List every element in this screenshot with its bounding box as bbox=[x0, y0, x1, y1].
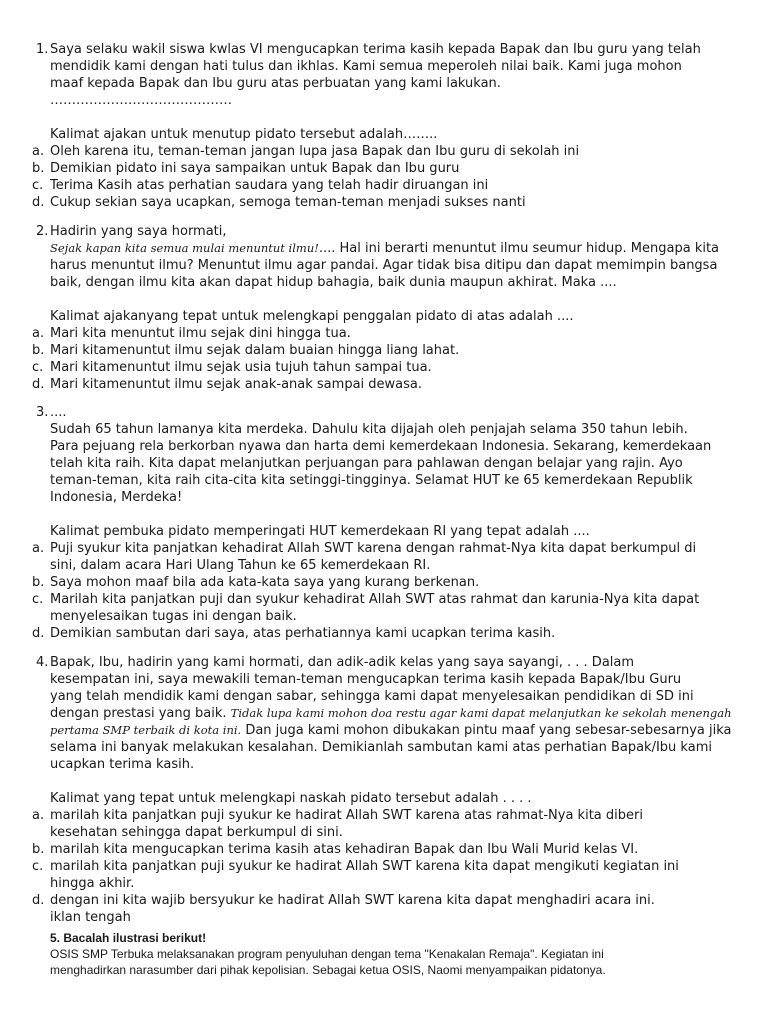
passage-line: OSIS SMP Terbuka melaksanakan program penyuluhan dengan tema "Kenakalan Remaja". Kegiatan ini bbox=[50, 947, 604, 961]
passage-line: Dan juga kami mohon dibukakan pintu maaf yang sebesar-sebesarnya jika bbox=[241, 723, 732, 738]
option-letter: d. bbox=[32, 626, 45, 641]
passage-line: Sudah 65 tahun lamanya kita merdeka. Dahulu kita dijajah oleh penjajah selama 350 tahun lebih. bbox=[50, 422, 688, 437]
passage-line: Hadirin yang saya hormati, bbox=[50, 224, 227, 239]
question-4 bbox=[32, 654, 742, 926]
option-text: marilah kita mengucapkan terima kasih atas kehadiran Bapak dan Ibu Wali Murid kelas VI. bbox=[50, 842, 639, 857]
option-letter: d. bbox=[32, 377, 45, 392]
option-letter: b. bbox=[32, 161, 45, 176]
question-5 bbox=[50, 930, 750, 978]
question-prompt: Kalimat ajakan untuk menutup pidato tersebut adalah…….. bbox=[50, 127, 438, 142]
option-d bbox=[32, 625, 742, 642]
option-a bbox=[32, 807, 742, 824]
passage-line: ucapkan terima kasih. bbox=[50, 757, 195, 772]
passage-line: telah kita raih. Kita dapat melanjutkan perjuangan para pahlawan dengan belajar yang rajin. Ayo bbox=[50, 456, 683, 471]
option-text: Mari kitamenuntut ilmu sejak usia tujuh tahun sampai tua. bbox=[50, 360, 432, 375]
passage-line: mendidik kami dengan hati tulus dan ikhlas. Kami semua meperoleh nilai baik. Kami juga mohon bbox=[50, 59, 682, 74]
passage-line: maaf kepada Bapak dan Ibu guru atas perbuatan yang kami lakukan. bbox=[50, 76, 501, 91]
question-number: 3. bbox=[36, 405, 49, 420]
option-d bbox=[32, 376, 742, 393]
passage-line: yang telah mendidik kami dengan sabar, sehingga kami dapat menyelesaikan pendidikan di SD ini bbox=[50, 689, 694, 704]
option-letter: d. bbox=[32, 893, 45, 908]
passage-line: Bapak, Ibu, hadirin yang kami hormati, dan adik-adik kelas yang saya sayangi, . . . Dalam bbox=[50, 655, 635, 670]
option-b bbox=[32, 342, 742, 359]
option-letter: c. bbox=[32, 859, 44, 874]
question-number: 2. bbox=[36, 224, 49, 239]
passage-blank: …………………………………… bbox=[50, 93, 232, 108]
option-text: Mari kitamenuntut ilmu sejak dalam buaian hingga liang lahat. bbox=[50, 343, 460, 358]
option-letter: a. bbox=[32, 326, 45, 341]
option-text: Puji syukur kita panjatkan kehadirat Allah SWT karena dengan rahmat-Nya kita dapat berkumpul di bbox=[50, 541, 697, 556]
option-letter: d. bbox=[32, 195, 45, 210]
passage-line: .... bbox=[50, 405, 67, 420]
passage-line: kesempatan ini, saya mewakili teman-teman mengucapkan terima kasih kepada Bapak/Ibu Guru bbox=[50, 672, 682, 687]
question-prompt: Kalimat yang tepat untuk melengkapi naskah pidato tersebut adalah . . . . bbox=[50, 791, 532, 806]
ad-label: iklan tengah bbox=[50, 910, 131, 925]
question-number: 4. bbox=[36, 655, 49, 670]
option-text: hingga akhir. bbox=[50, 876, 135, 891]
option-letter: c. bbox=[32, 360, 44, 375]
option-c bbox=[32, 591, 742, 608]
passage-line: selama ini banyak melakukan kesalahan. Demikianlah sambutan kami atas perhatian Bapak/Ibu kami bbox=[50, 740, 712, 755]
question-title: 5. Bacalah ilustrasi berikut! bbox=[50, 931, 207, 945]
option-a bbox=[32, 143, 742, 160]
question-3 bbox=[32, 404, 742, 642]
option-text: Mari kita menuntut ilmu sejak dini hingga tua. bbox=[50, 326, 351, 341]
option-a bbox=[32, 540, 742, 557]
option-letter: a. bbox=[32, 808, 45, 823]
option-text: menyelesaikan tugas ini dengan baik. bbox=[50, 609, 297, 624]
option-letter: c. bbox=[32, 178, 44, 193]
passage-italic: pertama SMP terbaik di kota ini. bbox=[50, 723, 242, 737]
question-1 bbox=[32, 41, 742, 211]
option-c bbox=[32, 359, 742, 376]
passage-line: dengan prestasi yang baik. bbox=[50, 706, 231, 721]
question-prompt: Kalimat ajakanyang tepat untuk melengkapi penggalan pidato di atas adalah .... bbox=[50, 309, 574, 324]
option-text: sini, dalam acara Hari Ulang Tahun ke 65 kemerdekaan RI. bbox=[50, 558, 431, 573]
passage-line: teman-teman, kita raih cita-cita kita setinggi-tingginya. Selamat HUT ke 65 kemerdekaan Republik bbox=[50, 473, 693, 488]
option-c bbox=[32, 858, 742, 875]
option-b bbox=[32, 574, 742, 591]
option-letter: a. bbox=[32, 541, 45, 556]
passage-line: .... Hal ini berarti menuntut ilmu seumur hidup. Mengapa kita bbox=[318, 241, 720, 256]
question-prompt: Kalimat pembuka pidato memperingati HUT kemerdekaan RI yang tepat adalah .... bbox=[50, 524, 590, 539]
option-text: kesehatan sehingga dapat berkumpul di sini. bbox=[50, 825, 343, 840]
option-text: Oleh karena itu, teman-teman jangan lupa jasa Bapak dan Ibu guru di sekolah ini bbox=[50, 144, 580, 159]
question-2 bbox=[32, 223, 742, 393]
option-text: dengan ini kita wajib bersyukur ke hadirat Allah SWT karena kita dapat menghadiri acara ini. bbox=[50, 893, 655, 908]
option-text: Saya mohon maaf bila ada kata-kata saya yang kurang berkenan. bbox=[50, 575, 480, 590]
option-letter: a. bbox=[32, 144, 45, 159]
option-text: Mari kitamenuntut ilmu sejak anak-anak sampai dewasa. bbox=[50, 377, 422, 392]
option-text: Demikian sambutan dari saya, atas perhatiannya kami ucapkan terima kasih. bbox=[50, 626, 556, 641]
option-letter: b. bbox=[32, 842, 45, 857]
option-text: marilah kita panjatkan puji syukur ke hadirat Allah SWT karena kita dapat mengikuti kegiatan ini bbox=[50, 859, 679, 874]
option-letter: b. bbox=[32, 575, 45, 590]
option-text: marilah kita panjatkan puji syukur ke hadirat Allah SWT karena atas rahmat-Nya kita diberi bbox=[50, 808, 643, 823]
option-a bbox=[32, 325, 742, 342]
option-b bbox=[32, 841, 742, 858]
passage-line: harus menuntut ilmu? Menuntut ilmu agar pandai. Agar tidak bisa ditipu dan dapat memimpin bangsa bbox=[50, 258, 718, 273]
option-d bbox=[32, 194, 742, 211]
option-letter: b. bbox=[32, 343, 45, 358]
option-text: Terima Kasih atas perhatian saudara yang telah hadir diruangan ini bbox=[50, 178, 489, 193]
option-b bbox=[32, 160, 742, 177]
option-text: Cukup sekian saya ucapkan, semoga teman-teman menjadi sukses nanti bbox=[50, 195, 526, 210]
option-text: Marilah kita panjatkan puji dan syukur kehadirat Allah SWT atas rahmat dan karunia-Nya kita dapat bbox=[50, 592, 700, 607]
passage-line: menghadirkan narasumber dari pihak kepolisian. Sebagai ketua OSIS, Naomi menyampaikan pidatonya. bbox=[50, 963, 606, 977]
passage-line: Para pejuang rela berkorban nyawa dan harta demi kemerdekaan Indonesia. Sekarang, kemerdekaan bbox=[50, 439, 712, 454]
passage-italic: Tidak lupa kami mohon doa restu agar kami dapat melanjutkan ke sekolah menengah bbox=[230, 706, 732, 720]
passage-line: Indonesia, Merdeka! bbox=[50, 490, 183, 505]
question-number: 1. bbox=[36, 42, 49, 57]
option-d bbox=[32, 892, 742, 909]
option-letter: c. bbox=[32, 592, 44, 607]
passage-italic: Sejak kapan kita semua mulai menuntut ilmu! bbox=[50, 241, 319, 255]
passage-line: Saya selaku wakil siswa kwlas VI mengucapkan terima kasih kepada Bapak dan Ibu guru yang telah bbox=[50, 42, 701, 57]
option-c bbox=[32, 177, 742, 194]
passage-line: baik, dengan ilmu kita akan dapat hidup bahagia, baik dunia maupun akhirat. Maka .... bbox=[50, 275, 617, 290]
option-text: Demikian pidato ini saya sampaikan untuk Bapak dan Ibu guru bbox=[50, 161, 460, 176]
